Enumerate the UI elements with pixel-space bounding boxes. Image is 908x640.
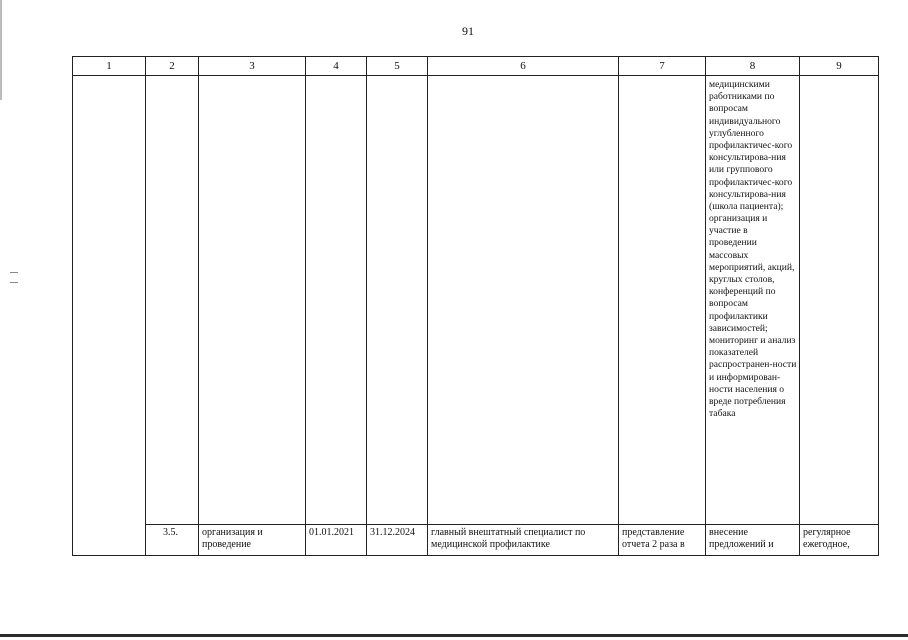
column-header: 9 <box>800 57 879 76</box>
continued-row <box>73 76 879 525</box>
table-cell <box>428 76 619 525</box>
item-name: организация и проведение <box>202 527 263 551</box>
column-header: 3 <box>199 57 306 76</box>
item-number: 3.5. <box>163 527 178 538</box>
table-cell <box>619 525 706 556</box>
responsible-person: главный внештатный специалист по медицинской профилактике <box>431 527 586 551</box>
table-cell <box>367 525 428 556</box>
table-cell <box>73 76 146 556</box>
column-header: 8 <box>706 57 800 76</box>
table-row <box>73 525 879 556</box>
column-header: 2 <box>146 57 199 76</box>
column-number-row <box>73 57 879 76</box>
continued-cell-text: медицинскими работниками по вопросам индивидуального углубленного профилактичес-кого консультирова-ния или группового профилактичес-кого консультирова-ния (школа пациента); организация и участие в проведении массовых мероприятий, акций, круглых столов, конференций по вопросам профилактики зависимостей; мониторинг и анализ показателей распространен-ности и информирован-ности населения о вреде потребления табака <box>709 79 797 420</box>
table-cell <box>367 76 428 525</box>
table-cell <box>306 525 367 556</box>
margin-mark <box>10 272 18 273</box>
table-cell <box>800 525 879 556</box>
table-cell <box>306 76 367 525</box>
scan-edge-mark <box>0 0 2 100</box>
column-header: 1 <box>73 57 146 76</box>
effect-text: регулярное ежегодное, <box>803 527 851 551</box>
table-cell <box>800 76 879 525</box>
scan-bottom-edge <box>0 634 908 637</box>
column-header: 6 <box>428 57 619 76</box>
table-cell <box>619 76 706 525</box>
table-cell <box>428 525 619 556</box>
table-cell <box>706 525 800 556</box>
column-header: 4 <box>306 57 367 76</box>
margin-mark <box>10 282 18 283</box>
table-cell <box>146 525 199 556</box>
table-cell <box>706 76 800 525</box>
plan-table <box>72 56 879 556</box>
page-number: 91 <box>462 24 474 38</box>
start-date: 01.01.2021 <box>309 527 354 538</box>
column-header: 7 <box>619 57 706 76</box>
column-header: 5 <box>367 57 428 76</box>
end-date: 31.12.2024 <box>370 527 415 538</box>
table-cell <box>199 525 306 556</box>
table-cell <box>199 76 306 525</box>
table-cell <box>146 76 199 525</box>
report-form: представление отчета 2 раза в <box>622 527 685 551</box>
expected-result: внесение предложений и <box>709 527 774 551</box>
